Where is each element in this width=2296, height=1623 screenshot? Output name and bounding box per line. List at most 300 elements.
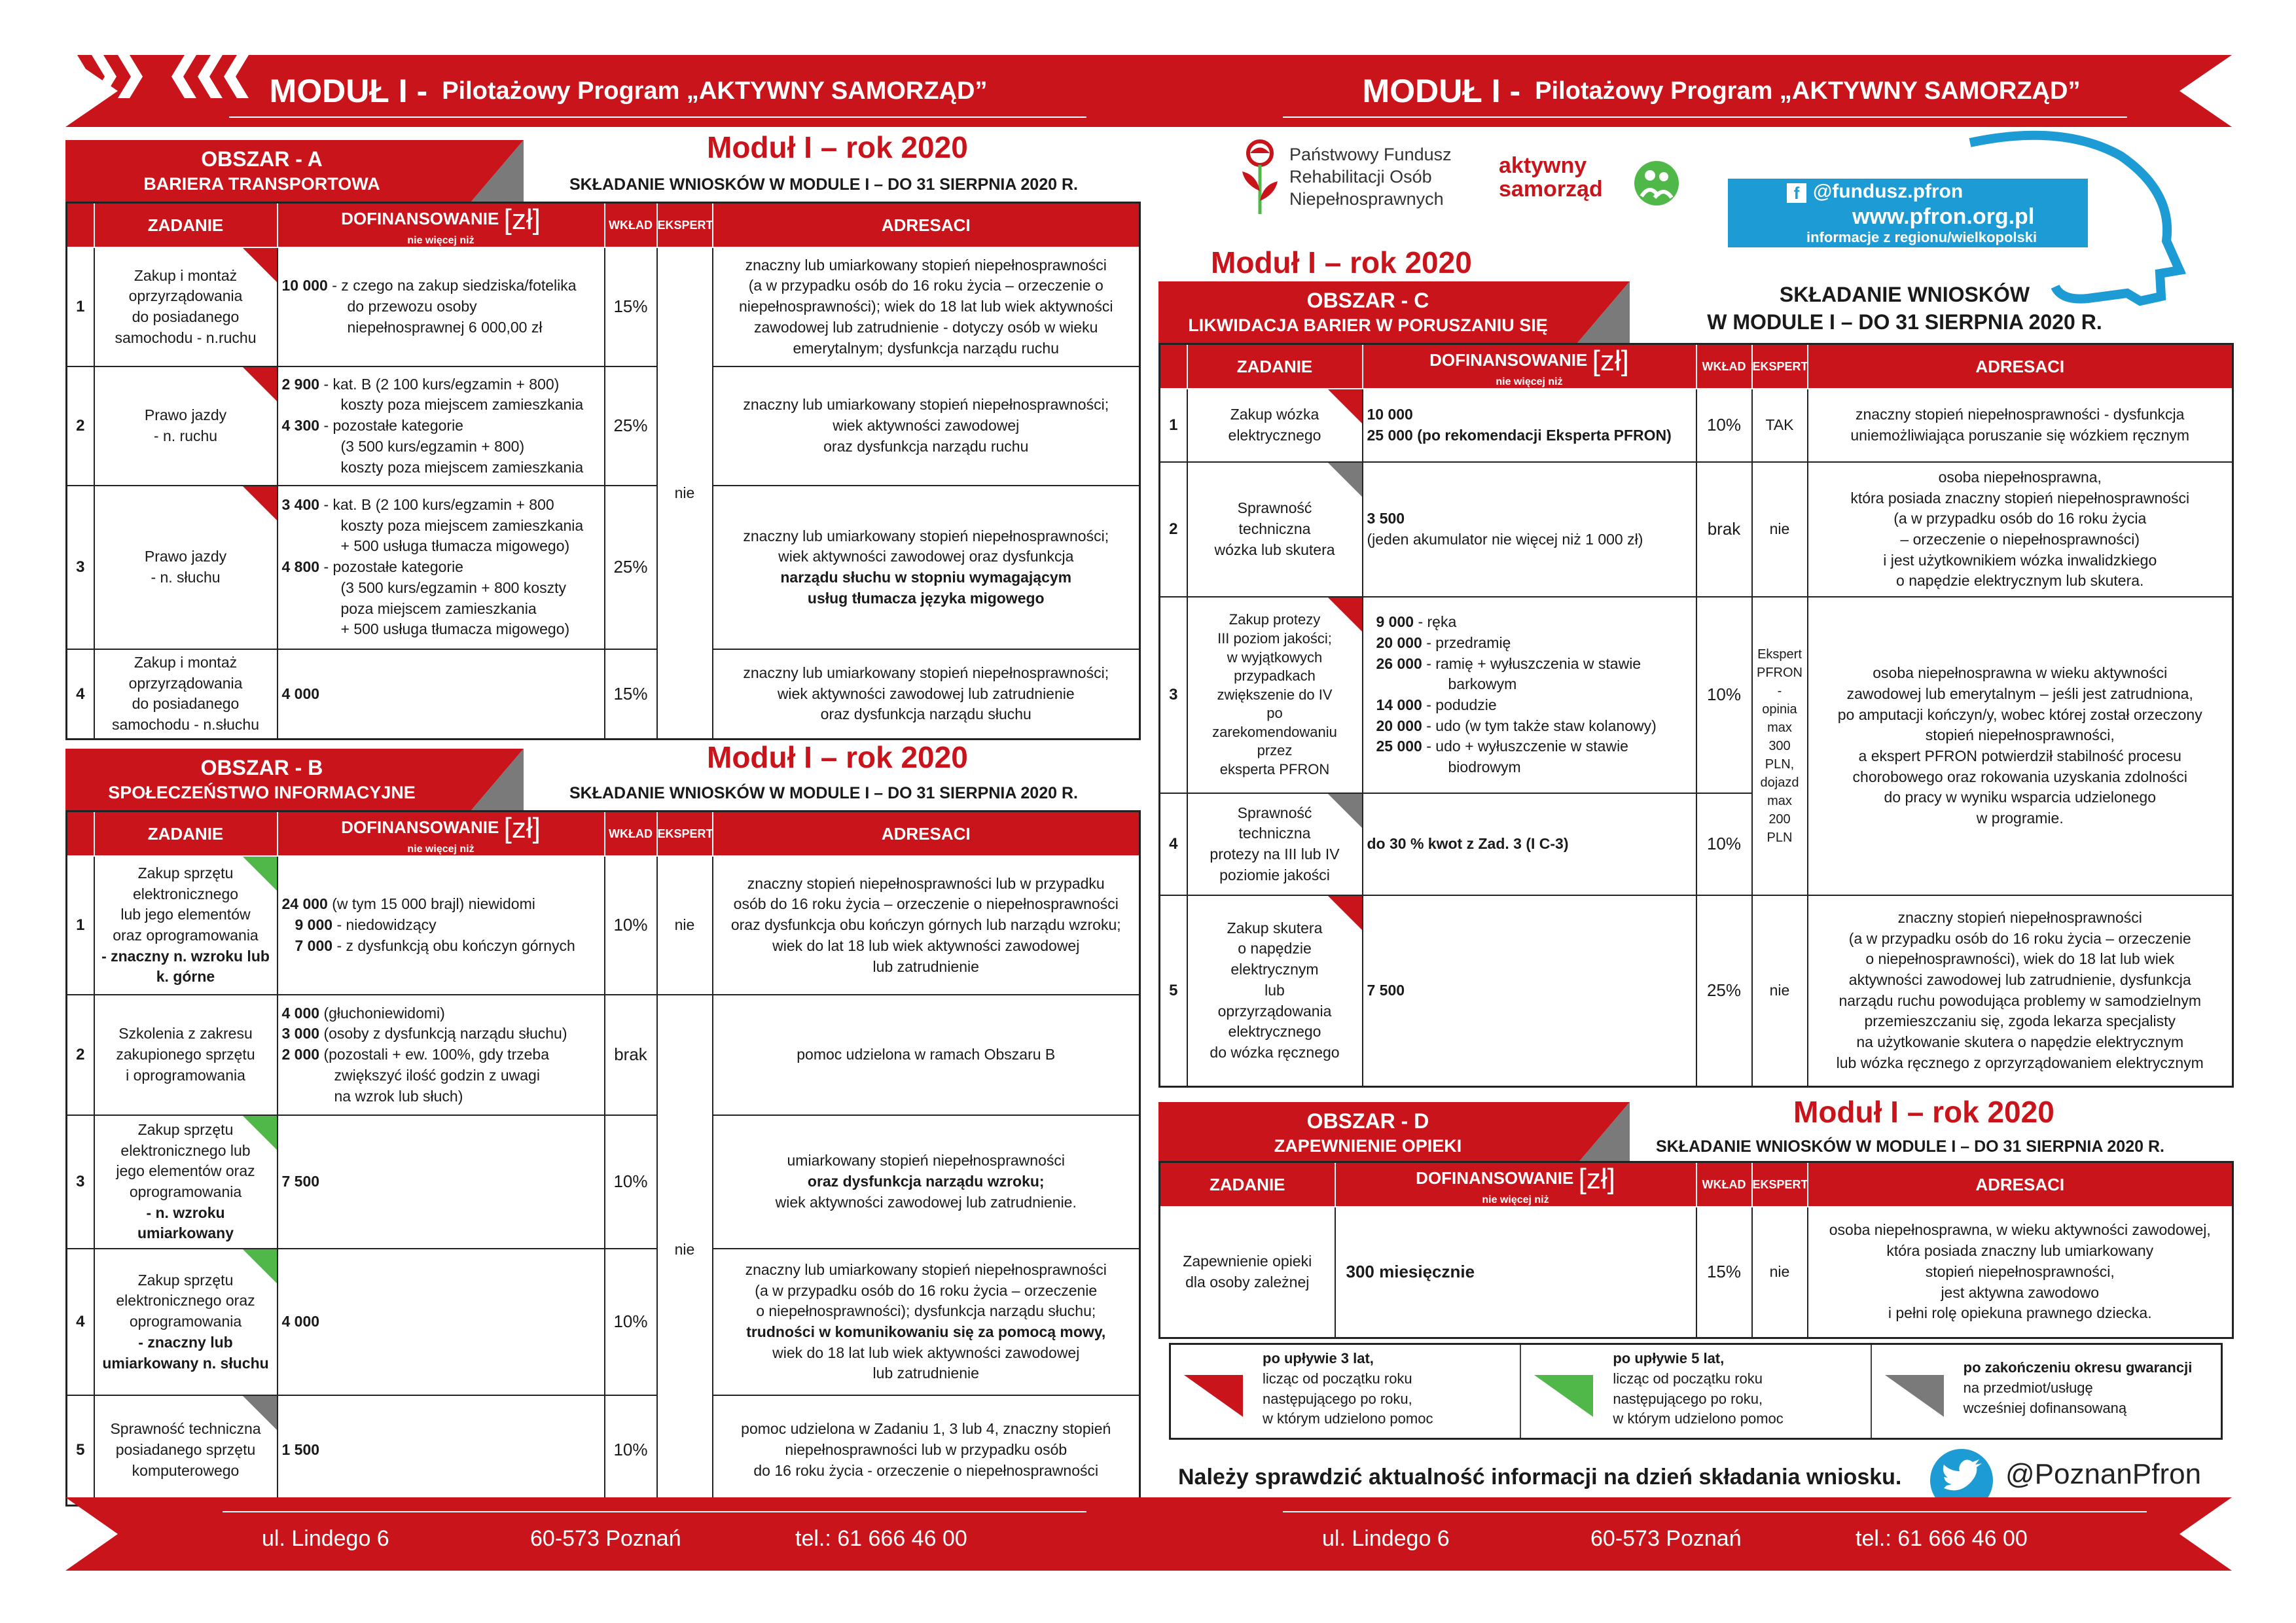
red-triangle-icon: [1328, 389, 1362, 423]
row-number: 5: [67, 1395, 94, 1505]
ekspert-line: PLN: [1767, 830, 1793, 845]
obszar-a-deadline: SKŁADANIE WNIOSKÓW W MODULE I – DO 31 SIERPNIA 2020 R.: [569, 175, 1078, 194]
col-zadanie: ZADANIE: [94, 203, 278, 248]
gray-triangle-icon: [1328, 463, 1362, 497]
col-wklad: WKŁAD: [1696, 344, 1752, 389]
col-dofinansowanie: [278, 203, 605, 248]
col-ekspert: EKSPERT: [657, 812, 713, 857]
adresaci-line: oraz dysfunkcja narządu ruchu: [823, 437, 1029, 455]
zadanie-line: protezy na III lub IV: [1210, 846, 1340, 863]
footer-address-right: ul. Lindego 6: [1322, 1526, 1450, 1551]
table-row: [67, 1115, 1140, 1249]
legend-item-warranty: [1872, 1345, 2221, 1438]
footer-phone-right[interactable]: tel.: 61 666 46 00: [1856, 1526, 2028, 1551]
wklad-cell: brak: [605, 995, 657, 1115]
banner-right-small: Pilotażowy Program „AKTYWNY SAMORZĄD”: [1535, 77, 2081, 105]
website-link[interactable]: www.pfron.org.pl: [1852, 204, 2035, 229]
adresaci-line: stopień niepełnosprawności,: [1925, 726, 2115, 744]
adresaci-line: wiek aktywności zawodowej lub zatrudnienie: [777, 685, 1075, 702]
obszar-a-subtitle: BARIERA TRANSPORTOWA: [143, 174, 380, 194]
zadanie-line: zwiększenie do IV: [1217, 686, 1333, 703]
adresaci-line: jest aktywna zawodowo: [1941, 1283, 2100, 1301]
dof-line: 3 500: [1367, 510, 1405, 527]
zadanie-line: poziomie jakości: [1219, 866, 1330, 883]
dofinansowanie-cell: 7 500: [1363, 895, 1696, 1086]
as-line-2: samorząd: [1499, 176, 1603, 202]
zadanie-line: oprzyrządowania: [128, 674, 243, 692]
legend-line: następującego po roku,: [1613, 1390, 1763, 1407]
obszar-c-module-title: Moduł I – rok 2020: [1211, 245, 1472, 279]
zadanie-line: do wózka ręcznego: [1210, 1044, 1340, 1061]
footer-city-right: 60-573 Poznań: [1590, 1526, 1742, 1551]
dofinansowanie-cell: 4 000: [278, 1249, 605, 1395]
dof-line: 10 000: [1367, 406, 1413, 423]
legend-line: na przedmiot/usługę: [1963, 1379, 2093, 1396]
adresaci-line: znaczny lub umiarkowany stopień niepełnosprawności;: [743, 396, 1109, 414]
adresaci-line: na użytkowanie skutera o napędzie elektrycznym: [1856, 1033, 2184, 1051]
dof-line: 20 000 - przedramię: [1376, 633, 1511, 651]
row-number: 3: [67, 486, 94, 649]
adresaci-line: znaczny lub umiarkowany stopień niepełnosprawności: [745, 256, 1107, 274]
zadanie-cell: [94, 856, 278, 995]
adresaci-line: osoba niepełnosprawna,: [1938, 468, 2102, 486]
col-nr: [1160, 344, 1187, 389]
dof-line: 4 300 - pozostałe kategorie: [281, 417, 463, 435]
adresaci-line: wiek aktywności zawodowej oraz dysfunkcja: [778, 548, 1074, 565]
dof-line: (3 500 kurs/egzamin + 800): [340, 437, 525, 455]
dof-line: 24 000 (w tym 15 000 brajl) niewidomi: [281, 895, 535, 913]
zadanie-line: po: [1266, 705, 1283, 722]
col-adresaci: ADRESACI: [713, 203, 1140, 248]
ekspert-line: max 300: [1767, 721, 1792, 753]
dof-line: 4 800 - pozostałe kategorie: [281, 558, 463, 576]
adresaci-line: osób do 16 roku życia – orzeczenie o niepełnosprawności: [733, 895, 1119, 913]
zadanie-line: Prawo jazdy: [144, 406, 227, 424]
banner-left-small: Pilotażowy Program „AKTYWNY SAMORZĄD”: [442, 77, 988, 105]
col-adresaci: ADRESACI: [1808, 344, 2233, 389]
zadanie-line: Zakup wózka: [1230, 406, 1319, 423]
dof-label: DOFINANSOWANIE: [341, 817, 499, 837]
dof-label: DOFINANSOWANIE: [1429, 349, 1588, 370]
col-ekspert: EKSPERT: [657, 203, 713, 248]
ekspert-cell: nie: [1752, 462, 1808, 597]
zadanie-cell: [94, 1249, 278, 1395]
adresaci-line: znaczny stopień niepełnosprawności lub w przypadku: [747, 874, 1105, 892]
top-banner: [65, 55, 2232, 127]
zadanie-line: Zakup sprzętu: [137, 864, 234, 882]
zadanie-line: oprogramowania: [129, 1183, 242, 1200]
adresaci-cell: [713, 649, 1140, 739]
zadanie-line: samochodu - n.ruchu: [115, 329, 257, 346]
ekspert-line: max 200: [1767, 794, 1792, 827]
footer-address-left: ul. Lindego 6: [262, 1526, 389, 1551]
legend-bold: po upływie 5 lat,: [1613, 1350, 1725, 1366]
row-number: 3: [67, 1115, 94, 1249]
dofinansowanie-cell: [1363, 389, 1696, 462]
adresaci-line: (a w przypadku osób do 16 roku życia – orzeczenie: [755, 1281, 1098, 1299]
ekspert-cell: nie: [657, 995, 713, 1505]
adresaci-line: narządu słuchu w stopniu wymagającym: [780, 569, 1072, 586]
pfron-line-2: Rehabilitacji Osób: [1289, 166, 1432, 187]
zadanie-line: Zakup i montaż: [134, 654, 238, 671]
zadanie-cell: [1187, 895, 1363, 1086]
obszar-a-module-title: Moduł I – rok 2020: [707, 130, 968, 164]
ekspert-line: PLN,: [1765, 757, 1795, 772]
col-wklad: WKŁAD: [605, 203, 657, 248]
legend-bold: po zakończeniu okresu gwarancji: [1963, 1359, 2193, 1376]
as-line-1: aktywny: [1499, 153, 1587, 178]
col-nr: [67, 203, 94, 248]
legend-item-5-years: [1521, 1345, 1871, 1438]
zadanie-line: Zakup i montaż: [134, 266, 238, 284]
zadanie-cell: [94, 995, 278, 1115]
facebook-handle[interactable]: @fundusz.pfron: [1813, 181, 1964, 202]
zadanie-line: do posiadanego: [132, 308, 240, 325]
dofinansowanie-cell: [278, 486, 605, 649]
row-number: 4: [67, 649, 94, 739]
zadanie-line: elektrycznego: [1228, 427, 1321, 444]
dof-line: 7 000 - z dysfunkcją obu kończyn górnych: [295, 936, 575, 954]
zadanie-line: Zapewnienie opieki: [1183, 1253, 1312, 1270]
col-dofinansowanie: [1363, 344, 1696, 389]
wklad-cell: 10%: [1696, 389, 1752, 462]
wklad-cell: brak: [1696, 462, 1752, 597]
zadanie-line: Prawo jazdy: [144, 548, 227, 565]
red-triangle-icon: [1328, 597, 1362, 632]
dofinansowanie-cell: [1363, 462, 1696, 597]
row-number: 4: [67, 1249, 94, 1395]
adresaci-line: i jest użytkownikiem wózka inwalidzkiego: [1883, 551, 2157, 569]
adresaci-line: do 16 roku życia - orzeczenie o niepełnosprawności: [753, 1461, 1099, 1479]
dof-line: na wzrok lub słuch): [334, 1087, 463, 1105]
dof-sub-label: nie więcej niż: [407, 235, 475, 246]
table-row: [1160, 597, 2233, 793]
dofinansowanie-cell: [278, 366, 605, 486]
dof-label: DOFINANSOWANIE: [341, 208, 499, 228]
adresaci-line: znaczny lub umiarkowany stopień niepełnosprawności;: [743, 527, 1109, 544]
wklad-cell: 10%: [605, 1395, 657, 1505]
zadanie-line: przypadkach: [1234, 668, 1316, 685]
green-triangle-icon: [1534, 1375, 1593, 1417]
adresaci-line: zawodowej lub zatrudnienie - dotyczy osób w wieku: [754, 318, 1098, 336]
as-figures-icon: [1627, 157, 1686, 209]
adresaci-line: po amputacji kończyn/y, wobec której został orzeczony: [1837, 705, 2202, 723]
zadanie-line: - n. wzroku umiarkowany: [137, 1204, 234, 1242]
zadanie-line: jego elementów oraz: [116, 1162, 255, 1180]
zadanie-line: Zakup skutera: [1227, 919, 1323, 936]
zadanie-cell: [1187, 597, 1363, 793]
zadanie-line: do posiadanego: [132, 695, 240, 713]
zadanie-line: posiadanego sprzętu: [115, 1440, 256, 1458]
adresaci-line: i pełni rolę opiekuna prawnego dziecka.: [1888, 1304, 2152, 1322]
adresaci-line: aktywności zawodowej lub zatrudnienie, dysfunkcja: [1848, 971, 2191, 989]
table-row: [67, 995, 1140, 1115]
dofinansowanie-cell: [278, 247, 605, 366]
zadanie-line: wózka lub skutera: [1214, 541, 1335, 558]
col-dofinansowanie: [1335, 1162, 1696, 1207]
dofinansowanie-cell: do 30 % kwot z Zad. 3 (I C-3): [1363, 793, 1696, 895]
footer-city-left: 60-573 Poznań: [530, 1526, 681, 1551]
adresaci-line: pomoc udzielona w Zadaniu 1, 3 lub 4, znaczny stopień: [741, 1420, 1111, 1438]
dof-line: 25 000 (po rekomendacji Eksperta PFRON): [1367, 427, 1672, 444]
row-number: 5: [1160, 895, 1187, 1086]
red-triangle-icon: [243, 367, 277, 401]
dof-line: biodrowym: [1448, 758, 1521, 776]
dof-sub-label: nie więcej niż: [1496, 376, 1563, 387]
zadanie-line: elektronicznego: [132, 885, 239, 902]
table-row: [1160, 1207, 2233, 1338]
col-wklad: WKŁAD: [605, 812, 657, 857]
obszar-a-tab: [65, 140, 458, 202]
zadanie-line: - znaczny n. wzroku lub k. górne: [101, 947, 270, 986]
obszar-d-deadline: SKŁADANIE WNIOSKÓW W MODULE I – DO 31 SIERPNIA 2020 R.: [1656, 1137, 2164, 1156]
dof-line: do przewozu osoby: [347, 298, 477, 315]
adresaci-line: niepełnosprawności lub w przypadku osób: [785, 1440, 1067, 1458]
dof-line: poza miejscem zamieszkania: [340, 599, 537, 617]
adresaci-cell: [1808, 389, 2233, 462]
adresaci-line: wiek aktywności zawodowej lub zatrudnienie.: [775, 1193, 1077, 1211]
dof-line: barkowym: [1448, 675, 1517, 693]
dofinansowanie-cell: 4 000: [278, 649, 605, 739]
adresaci-cell: [1808, 462, 2233, 597]
adresaci-line: stopień niepełnosprawności,: [1925, 1262, 2115, 1280]
wklad-cell: 25%: [605, 366, 657, 486]
dof-line: (3 500 kurs/egzamin + 800 koszty: [340, 579, 567, 596]
zadanie-line: oprzyrządowania: [1217, 1002, 1332, 1020]
obszar-c-subtitle: LIKWIDACJA BARIER W PORUSZANIU SIĘ: [1188, 315, 1548, 335]
dof-line: 3 000 (osoby z dysfunkcją narządu słuchu): [281, 1025, 567, 1043]
dof-line: 9 000 - niedowidzący: [295, 916, 437, 934]
zadanie-cell: [94, 486, 278, 649]
col-dofinansowanie: [278, 812, 605, 857]
obszar-b-deadline: SKŁADANIE WNIOSKÓW W MODULE I – DO 31 SIERPNIA 2020 R.: [569, 784, 1078, 802]
legend-line: następującego po roku,: [1263, 1390, 1412, 1407]
wklad-cell: 10%: [605, 1115, 657, 1249]
zadanie-line: Sprawność: [1237, 804, 1312, 821]
region-info: informacje z regionu/wielkopolski: [1806, 229, 2037, 245]
green-triangle-icon: [243, 857, 277, 891]
adresaci-cell: [713, 247, 1140, 366]
adresaci-line: do pracy w wyniku wsparcia udzielonego: [1884, 789, 2156, 806]
obszar-d-subtitle: ZAPEWNIENIE OPIEKI: [1274, 1136, 1462, 1156]
zadanie-line: Zakup sprzętu: [137, 1120, 234, 1138]
wklad-cell: 10%: [1696, 793, 1752, 895]
wklad-cell: 25%: [605, 486, 657, 649]
zadanie-cell: [94, 1395, 278, 1505]
zadanie-line: Sprawność: [1237, 499, 1312, 517]
adresaci-line: która posiada znaczny lub umiarkowany: [1886, 1242, 2154, 1260]
zadanie-line: lub jego elementów: [120, 906, 251, 923]
adresaci-line: znaczny lub umiarkowany stopień niepełnosprawności: [745, 1260, 1107, 1278]
dofinansowanie-cell: [278, 995, 605, 1115]
col-zadanie: ZADANIE: [94, 812, 278, 857]
dofinansowanie-cell: 300 miesięcznie: [1335, 1207, 1696, 1338]
dof-line: 2 000 (pozostali + ew. 100%, gdy trzeba: [281, 1046, 550, 1063]
table-header-row: [1160, 344, 2233, 389]
table-row: [67, 856, 1140, 995]
dof-line: 3 400 - kat. B (2 100 kurs/egzamin + 800: [281, 495, 554, 513]
wklad-cell: 10%: [1696, 597, 1752, 793]
wklad-cell: 10%: [605, 1249, 657, 1395]
ekspert-cell: nie: [1752, 895, 1808, 1086]
zadanie-cell: [1187, 462, 1363, 597]
dof-line: koszty poza miejscem zamieszkania: [340, 458, 584, 476]
zadanie-cell: [1187, 793, 1363, 895]
col-zadanie: ZADANIE: [1160, 1162, 1335, 1207]
gray-triangle-icon: [1885, 1375, 1944, 1417]
col-nr: [67, 812, 94, 857]
adresaci-cell: [713, 856, 1140, 995]
adresaci-line: oraz dysfunkcja obu kończyn górnych lub narządu wzroku;: [730, 916, 1121, 934]
col-wklad: WKŁAD: [1696, 1162, 1752, 1207]
obszar-c-deadline: [1676, 281, 2134, 336]
zadanie-line: przez: [1257, 742, 1293, 759]
obszar-b-module-title: Moduł I – rok 2020: [707, 740, 968, 774]
dof-line: 4 000 (głuchoniewidomi): [281, 1004, 445, 1022]
ekspert-cell: nie: [1752, 1207, 1808, 1338]
obszar-c-tab: [1158, 281, 1577, 343]
obszar-d-table: [1158, 1161, 2234, 1339]
adresaci-cell: [1808, 1207, 2233, 1338]
table-row: [67, 486, 1140, 649]
ekspert-cell: nie: [657, 247, 713, 739]
legend-line: w którym udzielono pomoc: [1613, 1410, 1784, 1427]
adresaci-line: osoba niepełnosprawna, w wieku aktywności zawodowej,: [1829, 1221, 2211, 1239]
pfron-head-graphic: [1721, 130, 2232, 306]
zadanie-line: eksperta PFRON: [1219, 761, 1330, 778]
zadanie-line: elektronicznego lub: [120, 1141, 251, 1159]
green-triangle-icon: [243, 1116, 277, 1150]
ekspert-line: Ekspert: [1757, 647, 1802, 662]
col-ekspert: EKSPERT: [1752, 344, 1808, 389]
adresaci-line: zawodowej lub emerytalnym – jeśli jest zatrudniona,: [1846, 685, 2193, 702]
obszar-b-subtitle: SPOŁECZEŃSTWO INFORMACYJNE: [108, 783, 416, 802]
zadanie-line: elektronicznego oraz: [116, 1292, 255, 1310]
dofinansowanie-cell: 1 500: [278, 1395, 605, 1505]
zadanie-line: techniczna: [1238, 825, 1311, 842]
dof-line: zwiększyć ilość godzin z uwagi: [334, 1066, 540, 1084]
wklad-cell: 15%: [1696, 1207, 1752, 1338]
adresaci-line: oraz dysfunkcja narządu słuchu: [820, 705, 1031, 723]
footer-phone-left[interactable]: tel.: 61 666 46 00: [795, 1526, 967, 1551]
zadanie-line: III poziom jakości;: [1217, 630, 1332, 647]
table-row: [1160, 389, 2233, 462]
zadanie-line: - n. słuchu: [151, 569, 221, 586]
obszar-a-table: [65, 202, 1141, 740]
zl-label: [zł]: [503, 204, 541, 236]
adresaci-line: (a w przypadku osób do 16 roku życia: [1893, 510, 2147, 527]
wklad-cell: 25%: [1696, 895, 1752, 1086]
dof-sub-label: nie więcej niż: [407, 844, 475, 855]
adresaci-line: o niepełnosprawności), wiek do 18 lat lub wiek: [1865, 950, 2175, 968]
table-row: [67, 649, 1140, 739]
dof-line: 26 000 - ramię + wyłuszczenia w stawie: [1376, 654, 1641, 672]
pfron-line-3: Niepełnosprawnych: [1289, 188, 1444, 209]
ekspert-cell: [1752, 597, 1808, 895]
zadanie-line: oraz oprogramowania: [113, 927, 259, 944]
adresaci-line: umiarkowany stopień niepełnosprawności: [787, 1152, 1065, 1169]
red-triangle-icon: [1184, 1375, 1243, 1417]
obszar-c-title: OBSZAR - C: [1306, 289, 1429, 312]
adresaci-line: znaczny stopień niepełnosprawności: [1897, 908, 2142, 926]
pfron-logo: [1237, 139, 1460, 224]
adresaci-cell: [1808, 597, 2233, 895]
table-row: [67, 366, 1140, 486]
adresaci-line: (a w przypadku osób do 16 roku życia – orzeczenie o: [748, 277, 1103, 294]
twitter-handle[interactable]: @PoznanPfron: [2005, 1458, 2202, 1490]
zadanie-line: Zakup protezy: [1229, 611, 1321, 628]
table-header-row: [67, 812, 1140, 857]
gray-triangle-icon: [1328, 794, 1362, 828]
obszar-b-title: OBSZAR - B: [200, 756, 323, 779]
green-triangle-icon: [243, 1249, 277, 1283]
row-number: 2: [67, 995, 94, 1115]
adresaci-line: niepełnosprawności); wiek do 18 lat lub wiek aktywności: [739, 298, 1113, 315]
zadanie-line: oprzyrządowania: [128, 287, 243, 305]
ekspert-line: PFRON -: [1757, 666, 1803, 698]
dof-line: 20 000 - udo (w tym także staw kolanowy): [1376, 717, 1657, 734]
adresaci-cell: [713, 366, 1140, 486]
zadanie-line: - n. ruchu: [153, 427, 218, 444]
adresaci-line: usług tłumacza języka migowego: [807, 589, 1045, 607]
legend: [1169, 1343, 2223, 1440]
dof-line: (jeden akumulator nie więcej niż 1 000 zł): [1367, 531, 1643, 548]
row-number: 3: [1160, 597, 1187, 793]
zadanie-line: Zakup sprzętu: [137, 1271, 234, 1289]
legend-line: w którym udzielono pomoc: [1263, 1410, 1433, 1427]
dof-line: + 500 usługa tłumacza migowego): [340, 620, 570, 638]
banner-right: [1296, 55, 2147, 127]
row-number: 1: [1160, 389, 1187, 462]
obszar-d-tab: [1158, 1102, 1577, 1164]
aktywny-samorzad-logo: [1499, 154, 1695, 213]
adresaci-line: w programie.: [1976, 810, 2064, 827]
dof-line: niepełnosprawnej 6 000,00 zł: [347, 318, 543, 336]
dof-line: 9 000 - ręka: [1376, 613, 1457, 631]
dof-line: 25 000 - udo + wyłuszczenie w stawie: [1376, 738, 1628, 755]
dofinansowanie-cell: 7 500: [278, 1115, 605, 1249]
zadanie-line: techniczna: [1238, 520, 1311, 538]
zadanie-cell: [1187, 389, 1363, 462]
dof-sub-label: nie więcej niż: [1482, 1194, 1549, 1205]
table-header-row: [67, 203, 1140, 248]
zadanie-line: elektrycznego: [1228, 1023, 1321, 1041]
row-number: 4: [1160, 793, 1187, 895]
adresaci-line: lub zatrudnienie: [872, 957, 979, 975]
verification-note: Należy sprawdzić aktualność informacji na dzień składania wniosku.: [1178, 1465, 1902, 1489]
zadanie-line: lub: [1265, 981, 1285, 999]
zadanie-cell: [94, 649, 278, 739]
zadanie-line: zarekomendowaniu: [1212, 723, 1337, 740]
zadanie-line: i oprogramowania: [126, 1066, 245, 1084]
footer: [65, 1497, 2232, 1571]
zadanie-cell: [1160, 1207, 1335, 1338]
col-adresaci: ADRESACI: [713, 812, 1140, 857]
row-number: 1: [67, 247, 94, 366]
pfron-flower-icon: [1237, 139, 1283, 217]
row-number: 2: [1160, 462, 1187, 597]
obszar-b-table: [65, 810, 1141, 1507]
zl-label: [zł]: [503, 812, 541, 844]
legend-line: licząc od początku roku: [1263, 1370, 1412, 1387]
col-zadanie: ZADANIE: [1187, 344, 1363, 389]
obszar-a-title: OBSZAR - A: [201, 147, 323, 171]
zadanie-line: samochodu - n.słuchu: [111, 716, 259, 734]
obszar-d-module-title: Moduł I – rok 2020: [1793, 1095, 2054, 1129]
adresaci-line: emerytalnym; dysfunkcja narządu ruchu: [793, 339, 1060, 357]
table-row: [67, 1249, 1140, 1395]
legend-line: licząc od początku roku: [1613, 1370, 1763, 1387]
